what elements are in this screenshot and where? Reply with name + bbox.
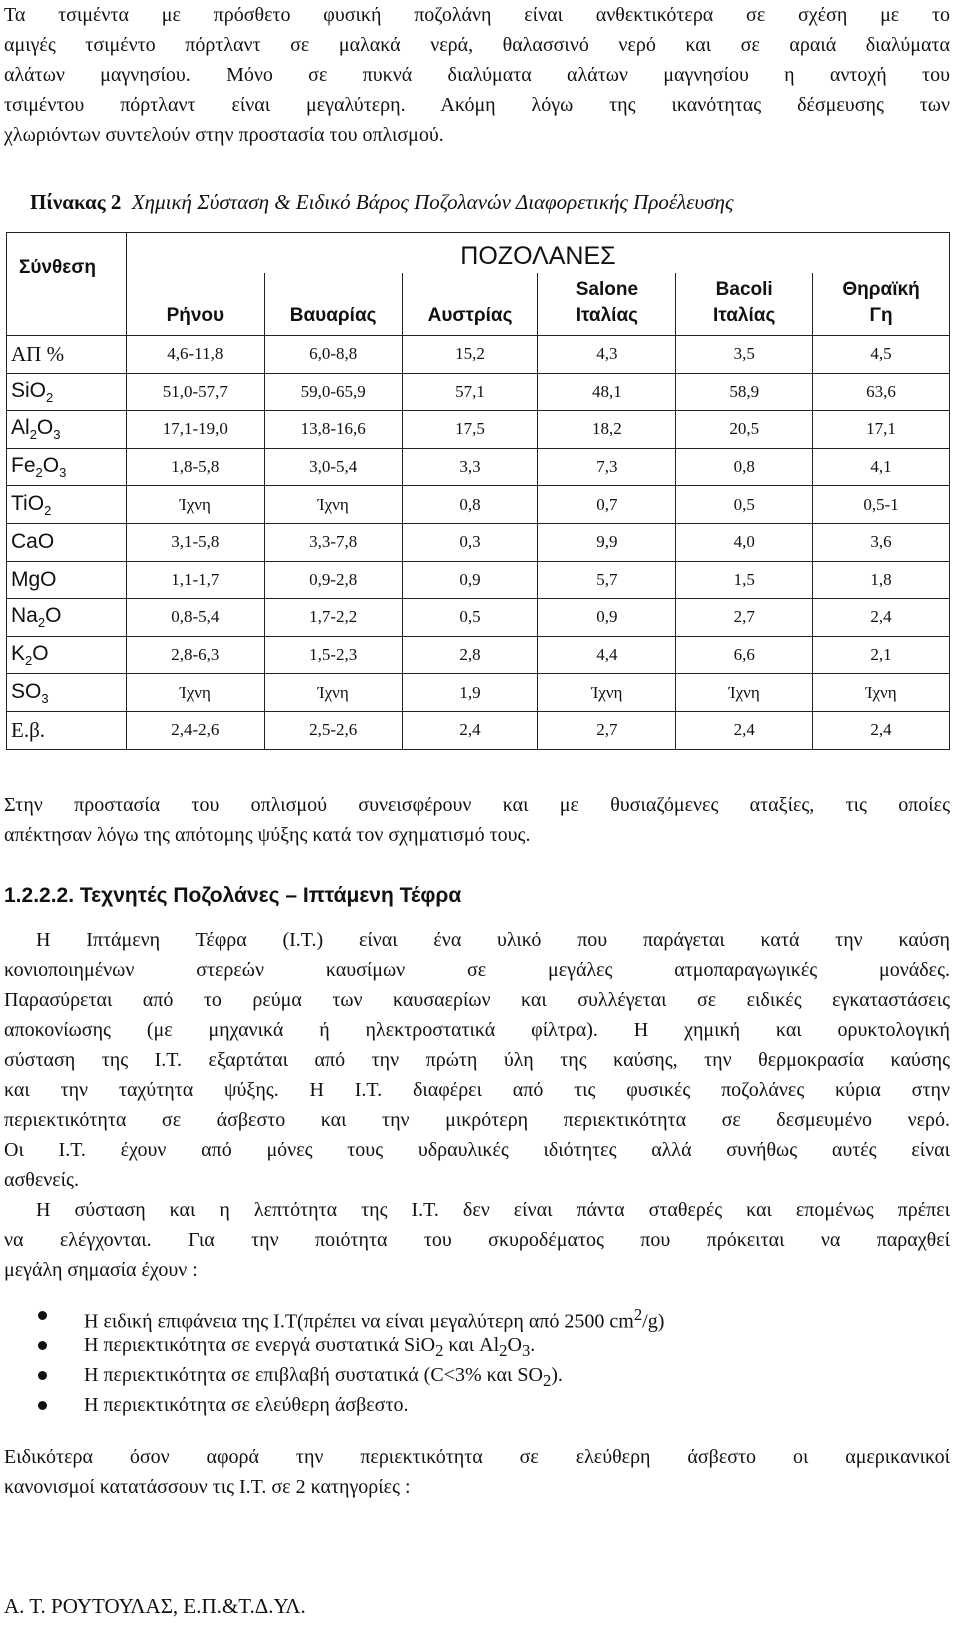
table-row [7,486,950,524]
table-cell: 2,8-6,3 [126,636,264,674]
list-item: Η περιεκτικότητα σε επιβλαβή συστατικά (C<3% και $SO_2$). [0,1360,940,1390]
column-header: Αυστρίας [402,273,538,336]
table-cell: Ίχνη [126,486,264,524]
table-cell: 3,3 [402,448,538,486]
table-cell: 3,0-5,4 [264,448,402,486]
table-cell: 4,0 [676,523,813,561]
table-cell: 2,4 [676,711,813,749]
text-line: να ελέγχονται. Για την ποιότητα του σκυροδέματος που πρόκειται να παραχθεί [4,1229,950,1251]
table-row [7,561,950,599]
table-cell: 3,5 [676,336,813,374]
table-cell: Ίχνη [126,674,264,712]
table-cell: 1,5-2,3 [264,636,402,674]
table-cell: 63,6 [813,373,950,411]
text-line: απέκτησαν λόγω της απότομης ψύξης κατά τον σχηματισμό τους. [4,824,531,846]
row-label: Ε.β. [7,711,127,749]
table-cell: 3,6 [813,523,950,561]
table-cell: Ίχνη [813,674,950,712]
table-cell: 4,3 [538,336,676,374]
table-cell: 0,9 [538,599,676,637]
row-label: $K_2O$ [7,636,127,674]
table-caption-label: Πίνακας 2 [30,190,122,214]
intro-paragraph [4,0,950,150]
page-footer: Α. Τ. ΡΟΥΤΟΥΛΑΣ, Ε.Π.&Τ.Δ.ΥΛ. [4,1594,306,1618]
table-cell: 7,3 [538,448,676,486]
table-cell: Ίχνη [676,674,813,712]
column-header: Ρήνου [126,273,264,336]
bullet-icon [38,1371,47,1380]
table-cell: 3,3-7,8 [264,523,402,561]
row-label: CaO [7,523,127,561]
table-cell: 13,8-16,6 [264,411,402,449]
table-cell: 17,5 [402,411,538,449]
table-cell: 3,1-5,8 [126,523,264,561]
column-header: Θηραϊκή Γη [813,273,950,336]
table-cell: 20,5 [676,411,813,449]
table-cell: 1,5 [676,561,813,599]
text-line: κανονισμοί κατατάσσουν τις Ι.Τ. σε 2 κατηγορίες : [4,1476,411,1498]
table-caption [30,190,733,215]
table-cell: 17,1 [813,411,950,449]
table-cell: 1,8 [813,561,950,599]
table-cell: 0,9 [402,561,538,599]
table-cell: 15,2 [402,336,538,374]
table-cell: 2,7 [676,599,813,637]
row-label: $Na_2O$ [7,599,127,637]
table-cell: 0,8 [676,448,813,486]
table-cell: 2,4 [813,599,950,637]
table-cell: 1,1-1,7 [126,561,264,599]
column-header: Βαυαρίας [264,273,402,336]
list-item: Η ειδική επιφάνεια της Ι.Τ(πρέπει να είναι μεγαλύτερη από 2500 $cm^2/g$) [0,1300,940,1330]
row-label: $SO_3$ [7,674,127,712]
row-label: $Fe_2O_3$ [7,448,127,486]
section-paragraph [4,925,950,1285]
table-cell: 6,6 [676,636,813,674]
text-line: σύσταση της Ι.Τ. εξαρτάται από την πρώτη ύλη της καύσης, την θερμοκρασία καύσης [4,1049,950,1071]
table-cell: 6,0-8,8 [264,336,402,374]
text-line: μεγάλη σημασία έχουν : [4,1259,198,1281]
table-cell: 2,4-2,6 [126,711,264,749]
table-row [7,636,950,674]
table-cell: Ίχνη [538,674,676,712]
table-cell: 4,5 [813,336,950,374]
requirements-list [0,1300,940,1420]
table-row [7,411,950,449]
table-cell: 2,8 [402,636,538,674]
table-cell: 1,8-5,8 [126,448,264,486]
table-cell: 4,6-11,8 [126,336,264,374]
list-item: Η περιεκτικότητα σε ελεύθερη άσβεστο. [0,1390,940,1420]
table-row [7,373,950,411]
table-cell: 4,1 [813,448,950,486]
table-cell: 9,9 [538,523,676,561]
row-label: ΑΠ % [7,336,127,374]
table-cell: 57,1 [402,373,538,411]
table-caption-text: Χημική Σύσταση & Ειδικό Βάρος Ποζολανών Διαφορετικής Προέλευσης [131,190,734,214]
column-header: Bacoli Ιταλίας [676,273,813,336]
list-item: Η περιεκτικότητα σε ενεργά συστατικά SiO$_2$ και $Al_2O_3$. [0,1330,940,1360]
table-cell: 1,7-2,2 [264,599,402,637]
composition-table [6,232,950,750]
table-cell: 48,1 [538,373,676,411]
table-cell: 2,4 [813,711,950,749]
table-cell: 2,7 [538,711,676,749]
table-row [7,448,950,486]
table-cell: 0,9-2,8 [264,561,402,599]
table-cell: 5,7 [538,561,676,599]
table-cell: 4,4 [538,636,676,674]
table-cell: 2,4 [402,711,538,749]
text-line: και την ταχύτητα ψύξης. Η Ι.Τ. διαφέρει από τις φυσικές ποζολάνες κύρια στην [4,1079,950,1101]
table-cell: 51,0-57,7 [126,373,264,411]
table-row [7,336,950,374]
intro-line: τσιμέντου πόρτλαντ είναι μεγαλύτερη. Ακόμη λόγω της ικανότητας δέσμευσης των [4,94,950,116]
text-line: περιεκτικότητα σε άσβεστο και την μικρότερη περιεκτικότητα σε δεσμευμένο νερό. [4,1109,950,1131]
text-line: αποκονίωσης (με μηχανικά ή ηλεκτροστατικά φίλτρα). Η χημική και ορυκτολογική [4,1019,950,1041]
table-cell: 18,2 [538,411,676,449]
row-label: TiO$_2$ [7,486,127,524]
text-line: Στην προστασία του οπλισμού συνεισφέρουν και με θυσιαζόμενες αταξίες, τις οποίες [4,794,950,816]
table-row [7,674,950,712]
table-cell: 0,8-5,4 [126,599,264,637]
closing-paragraph [4,1442,950,1502]
row-label: $Al_2O_3$ [7,411,127,449]
text-line: Η Ιπτάμενη Τέφρα (Ι.Τ.) είναι ένα υλικό που παράγεται κατά την καύση [36,929,950,951]
table-cell: 0,5 [402,599,538,637]
intro-line: χλωριόντων συντελούν στην προστασία του οπλισμού. [4,124,444,146]
intro-line: αμιγές τσιμέντο πόρτλαντ σε μαλακά νερά, θαλασσινό νερό και σε αραιά διαλύματα [4,34,950,56]
table-cell: 0,3 [402,523,538,561]
table-cell: Ίχνη [264,486,402,524]
text-line: Οι Ι.Τ. έχουν από μόνες τους υδραυλικές ιδιότητες αλλά συνήθως αυτές είναι [4,1139,950,1161]
text-line: Ειδικότερα όσον αφορά την περιεκτικότητα σε ελεύθερη άσβεστο οι αμερικανικοί [4,1446,950,1468]
text-line: Η σύσταση και η λεπτότητα της Ι.Τ. δεν είναι πάντα σταθερές και επομένως πρέπει [36,1199,950,1221]
table-row [7,711,950,749]
table-cell: 2,1 [813,636,950,674]
text-line: Παρασύρεται από το ρεύμα των καυσαερίων και συλλέγεται σε ειδικές εγκαταστάσεις [4,989,950,1011]
table-cell: 17,1-19,0 [126,411,264,449]
table-cell: 0,7 [538,486,676,524]
table-cell: 0,5-1 [813,486,950,524]
bullet-icon [38,1341,47,1350]
table-cell: 2,5-2,6 [264,711,402,749]
row-label: MgO [7,561,127,599]
table-cell: 0,8 [402,486,538,524]
row-label: SiO$_2$ [7,373,127,411]
intro-line: Τα τσιμέντα με πρόσθετο φυσική ποζολάνη είναι ανθεκτικότερα σε σχέση με το [4,4,950,26]
text-line: κονιοποιημένων στερεών καυσίμων σε μεγάλες ατμοπαραγωγικές μονάδες. [4,959,950,981]
table-cell: 1,9 [402,674,538,712]
text-line: ασθενείς. [4,1169,79,1191]
table-row [7,599,950,637]
column-header: Salone Ιταλίας [538,273,676,336]
bullet-icon [38,1311,47,1320]
section-heading: 1.2.2.2. Τεχνητές Ποζολάνες – Ιπτάμενη Τέφρα [4,884,462,907]
row-header: Σύνθεση [7,233,127,336]
table-cell: 58,9 [676,373,813,411]
table-row [7,523,950,561]
table-cell: 0,5 [676,486,813,524]
table-cell: Ίχνη [264,674,402,712]
table-cell: 59,0-65,9 [264,373,402,411]
bullet-icon [38,1401,47,1410]
intro-line: αλάτων μαγνησίου. Μόνο σε πυκνά διαλύματα αλάτων μαγνησίου η αντοχή του [4,64,950,86]
after-table-paragraph [4,790,950,850]
group-header: ΠΟΖΟΛΑΝΕΣ [126,233,949,274]
